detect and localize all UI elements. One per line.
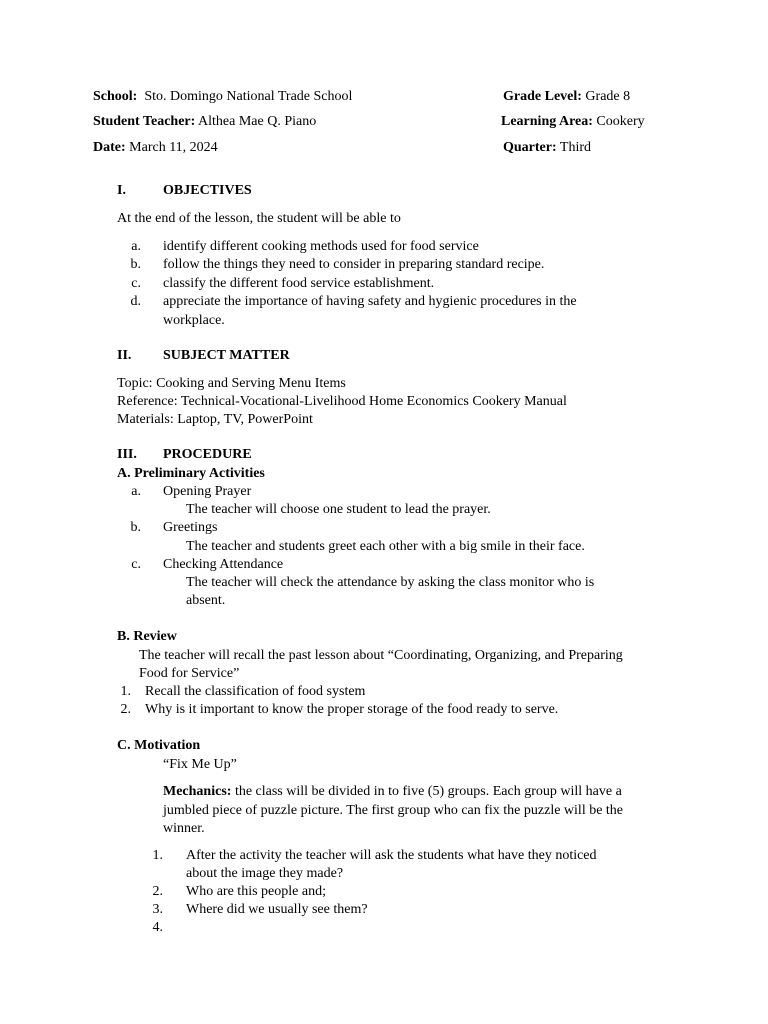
grade-level-field: Grade Level: Grade 8 [503, 89, 631, 104]
list-item-continuation: about the image they made? [186, 866, 344, 881]
review-text: The teacher will recall the past lesson about “Coordinating, Organizing, and Preparing [139, 648, 623, 663]
header-row-date [93, 139, 693, 157]
mechanics-line: Mechanics: the class will be divided in to five (5) groups. Each group will have a [163, 784, 622, 799]
motivation-activity-title: “Fix Me Up” [163, 757, 237, 772]
review-text-continuation: Food for Service” [139, 666, 240, 681]
subject-reference: Reference: Technical-Vocational-Livelihood Home Economics Cookery Manual [117, 394, 567, 409]
section-heading-objectives: I. OBJECTIVES [117, 183, 252, 198]
subject-topic: Topic: Cooking and Serving Menu Items [117, 376, 346, 391]
student-teacher-field: Student Teacher: Althea Mae Q. Piano [93, 114, 317, 129]
section-heading-procedure: III. PROCEDURE [117, 447, 252, 462]
list-item-continuation: workplace. [163, 313, 225, 328]
mechanics-line: winner. [163, 821, 205, 836]
header-row-teacher [93, 113, 693, 131]
section-heading-subject-matter: II. SUBJECT MATTER [117, 348, 290, 363]
activity-description: The teacher and students greet each other with a big smile in their face. [186, 539, 585, 554]
date-field: Date: March 11, 2024 [93, 140, 218, 155]
activity-description: The teacher will check the attendance by asking the class monitor who is [186, 575, 595, 590]
school-field: School: Sto. Domingo National Trade School [93, 89, 353, 104]
subject-materials: Materials: Laptop, TV, PowerPoint [117, 412, 313, 427]
mechanics-line: jumbled piece of puzzle picture. The first group who can fix the puzzle will be the [163, 803, 624, 818]
activity-description-continuation: absent. [186, 593, 226, 608]
objectives-intro: At the end of the lesson, the student will be able to [117, 211, 401, 226]
learning-area-field: Learning Area: Cookery [501, 114, 645, 129]
subheading-motivation: C. Motivation [117, 738, 201, 753]
header-row-school [93, 88, 693, 106]
subheading-review: B. Review [117, 629, 177, 644]
subheading-preliminary-activities: A. Preliminary Activities [117, 466, 265, 481]
activity-description: The teacher will choose one student to lead the prayer. [186, 502, 491, 517]
quarter-field: Quarter: Third [503, 140, 592, 155]
